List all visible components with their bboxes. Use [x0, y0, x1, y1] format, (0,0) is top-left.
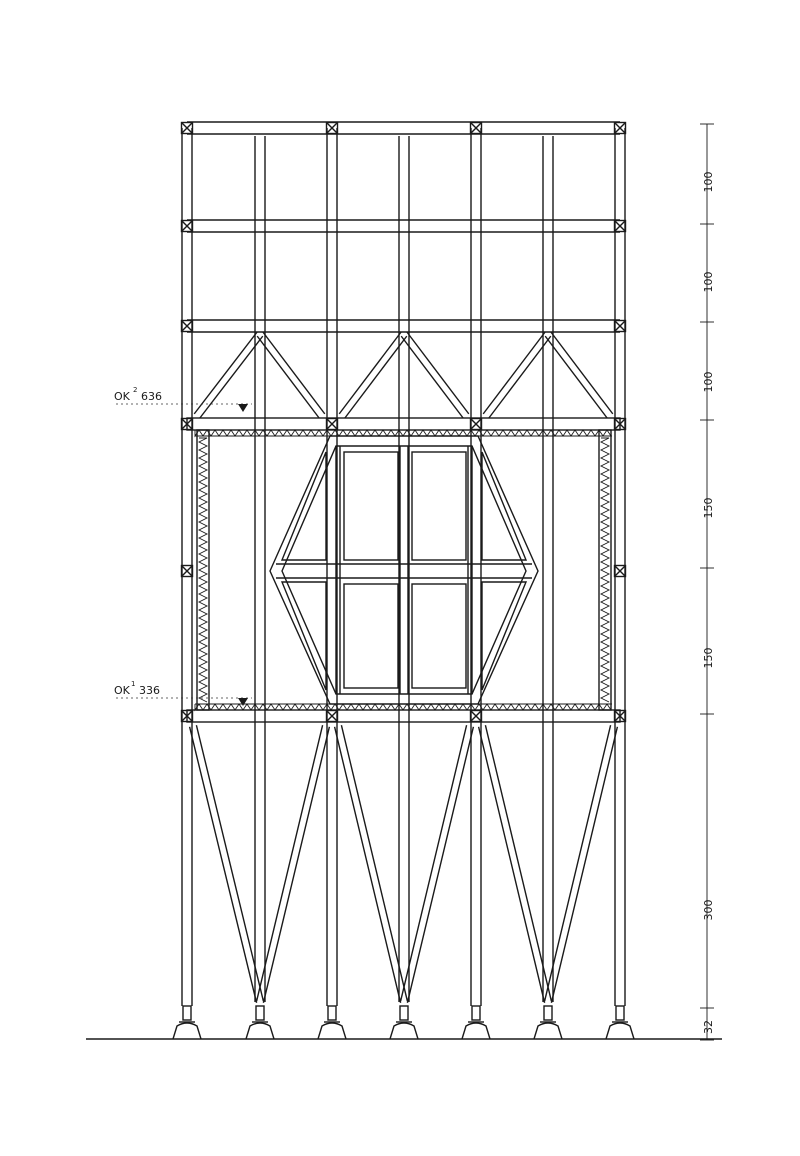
footing-base: [462, 1023, 490, 1039]
upper-brace: [200, 336, 263, 418]
dimension-label: 100: [702, 371, 715, 393]
lower-brace: [545, 725, 611, 1001]
lower-brace: [401, 725, 467, 1001]
lower-brace: [263, 727, 329, 1003]
lower-brace: [485, 725, 551, 1001]
lower-brace: [551, 727, 617, 1003]
truss-chord: [187, 418, 620, 430]
window-pane: [282, 452, 326, 560]
lower-brace: [341, 725, 407, 1001]
footing-post: [256, 1006, 264, 1020]
upper-brace: [263, 332, 325, 414]
central-glazing-frame: [270, 436, 538, 704]
footing-base: [606, 1023, 634, 1039]
truss-chord: [187, 710, 620, 722]
window-pane: [344, 452, 398, 560]
upper-brace: [483, 332, 545, 414]
footing-base: [173, 1023, 201, 1039]
upper-brace: [545, 336, 607, 418]
level-marker-ok2: [114, 386, 252, 412]
dimension-label: 300: [702, 899, 715, 921]
footing-post: [616, 1006, 624, 1020]
window-pane: [282, 582, 326, 690]
upper-brace: [489, 336, 551, 418]
footing-base: [390, 1023, 418, 1039]
footing-post: [400, 1006, 408, 1020]
window-pane: [482, 452, 526, 560]
upper-brace: [339, 332, 401, 414]
lower-brace: [190, 727, 257, 1003]
level-label: OK: [114, 684, 130, 697]
lower-brace: [196, 725, 263, 1001]
lattice-zigzag: [195, 430, 611, 436]
window-pane: [344, 584, 398, 688]
column-joint-markers: [182, 123, 626, 722]
lattice-zigzag: [199, 438, 207, 702]
lower-brace: [257, 725, 323, 1001]
lower-brace: [407, 727, 473, 1003]
lattice-zigzag: [601, 438, 609, 702]
window-pane: [412, 584, 466, 688]
window-outline: [270, 436, 538, 704]
level-superscript: 2: [133, 386, 138, 394]
footing-post: [183, 1006, 191, 1020]
footing-post: [544, 1006, 552, 1020]
level-superscript: 1: [131, 680, 136, 688]
column-footings: [173, 1006, 634, 1039]
level-label: OK: [114, 390, 130, 403]
lower-brace: [479, 727, 545, 1003]
dimension-label: 32: [702, 1020, 715, 1034]
level-value: 336: [139, 684, 160, 697]
lower-brace: [335, 727, 401, 1003]
footing-base: [534, 1023, 562, 1039]
upper-brace: [194, 332, 257, 414]
window-inner-outline: [282, 446, 526, 694]
dimension-label: 150: [702, 647, 715, 669]
upper-brace: [257, 336, 319, 418]
lattice-zigzag: [195, 704, 611, 710]
footing-base: [318, 1023, 346, 1039]
upper-brace: [401, 336, 463, 418]
level-marker-ok1: [114, 680, 252, 706]
dimension-label: 150: [702, 497, 715, 519]
level-value: 636: [141, 390, 162, 403]
dimension-label: 100: [702, 171, 715, 193]
window-pane: [412, 452, 466, 560]
footing-base: [246, 1023, 274, 1039]
upper-brace: [407, 332, 469, 414]
footing-post: [328, 1006, 336, 1020]
window-pane: [482, 582, 526, 690]
truss-lattice: [195, 430, 611, 710]
dimension-label: 100: [702, 271, 715, 293]
upper-brace: [551, 332, 613, 414]
footing-post: [472, 1006, 480, 1020]
upper-brace: [345, 336, 407, 418]
